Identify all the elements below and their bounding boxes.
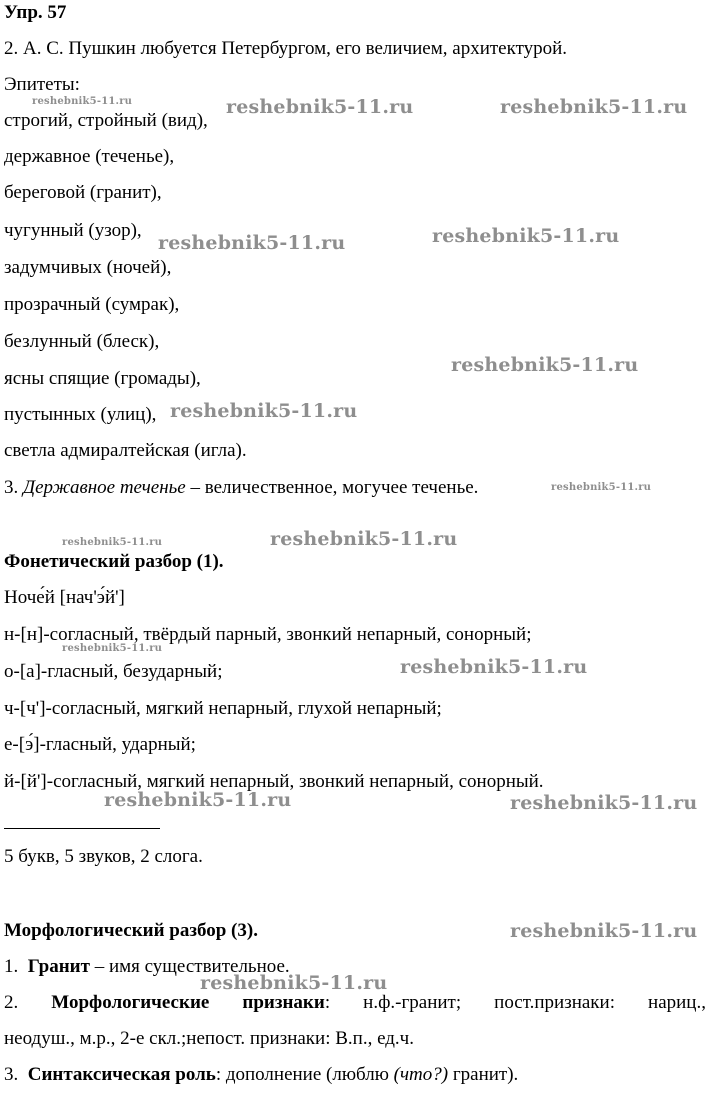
- exercise-heading: Упр. 57: [4, 2, 67, 23]
- task-3-number: 3.: [4, 477, 19, 498]
- watermark: reshebnik5-11.ru: [104, 789, 292, 811]
- epithet-item: строгий, стройный (вид),: [4, 110, 208, 131]
- watermark: reshebnik5-11.ru: [62, 643, 163, 654]
- task-3-text: [4, 477, 478, 499]
- item-text: гранит).: [448, 1064, 519, 1085]
- phonetic-title: Фонетический разбор (1).: [4, 551, 224, 572]
- watermark: reshebnik5-11.ru: [400, 656, 588, 678]
- watermark: reshebnik5-11.ru: [200, 972, 388, 994]
- watermark: reshebnik5-11.ru: [32, 96, 133, 107]
- phonetic-line: ч-[ч']-согласный, мягкий непарный, глухой непарный;: [4, 698, 442, 719]
- epithet-item: прозрачный (сумрак),: [4, 294, 180, 315]
- phonetic-word: Ноче́й [нач'э́й']: [4, 587, 125, 608]
- item-term: Синтаксическая роль: [27, 1064, 216, 1085]
- task-3-term: Державное теченье: [23, 477, 186, 498]
- epithet-item: пустынных (улиц),: [4, 404, 157, 425]
- item-number: 2.: [4, 992, 19, 1013]
- item-text: : дополнение (люблю: [215, 1064, 394, 1085]
- watermark: reshebnik5-11.ru: [432, 225, 620, 247]
- item-term: Гранит: [27, 956, 90, 977]
- task-2-text: 2. А. С. Пушкин любуется Петербургом, его величием, архитектурой.: [4, 38, 568, 59]
- watermark: reshebnik5-11.ru: [510, 792, 698, 814]
- phonetic-line: о-[а]-гласный, безударный;: [4, 661, 223, 682]
- separator-rule: [4, 828, 160, 829]
- item-text: – имя существительное.: [89, 956, 290, 977]
- morphology-item-3: [4, 1064, 518, 1086]
- phonetic-summary: 5 букв, 5 звуков, 2 слога.: [4, 846, 203, 867]
- epithet-item: безлунный (блеск),: [4, 331, 160, 352]
- morphology-item-2-continuation: неодуш., м.р., 2-е скл.;непост. признаки: В.п., ед.ч.: [4, 1028, 414, 1049]
- watermark: reshebnik5-11.ru: [226, 96, 414, 118]
- item-colon: :: [324, 992, 331, 1013]
- watermark: reshebnik5-11.ru: [500, 96, 688, 118]
- watermark: reshebnik5-11.ru: [451, 354, 639, 376]
- watermark: reshebnik5-11.ru: [158, 232, 346, 254]
- morphology-item-2: [4, 992, 706, 1014]
- epithet-item: державное (теченье),: [4, 146, 175, 167]
- epithet-item: ясны спящие (громады),: [4, 368, 201, 389]
- watermark: reshebnik5-11.ru: [510, 920, 698, 942]
- item-text: нариц.,: [648, 992, 706, 1013]
- epithet-item: задумчивых (ночей),: [4, 257, 172, 278]
- phonetic-line: н-[н]-согласный, твёрдый парный, звонкий непарный, сонорный;: [4, 624, 532, 645]
- watermark: reshebnik5-11.ru: [551, 482, 652, 493]
- item-number: 1.: [4, 956, 19, 977]
- item-term: признаки: [242, 992, 325, 1013]
- phonetic-line: й-[й']-согласный, мягкий непарный, звонкий непарный, сонорный.: [4, 771, 544, 792]
- epithet-item: светла адмиралтейская (игла).: [4, 440, 247, 461]
- phonetic-line: е-[э́]-гласный, ударный;: [4, 734, 196, 755]
- epithet-item: береговой (гранит),: [4, 182, 162, 203]
- watermark: reshebnik5-11.ru: [62, 537, 163, 548]
- watermark: reshebnik5-11.ru: [270, 528, 458, 550]
- item-text: н.ф.-гранит;: [363, 992, 462, 1013]
- item-question: (что?): [393, 1064, 449, 1085]
- task-3-definition: – величественное, могучее теченье.: [185, 477, 479, 498]
- watermark: reshebnik5-11.ru: [170, 400, 358, 422]
- epithets-label: Эпитеты:: [4, 74, 80, 95]
- item-text: пост.признаки:: [494, 992, 615, 1013]
- epithet-item: чугунный (узор),: [4, 220, 142, 241]
- item-number: 3.: [4, 1064, 19, 1085]
- morphology-title: Морфологический разбор (3).: [4, 920, 258, 941]
- item-term: Морфологические: [51, 992, 210, 1013]
